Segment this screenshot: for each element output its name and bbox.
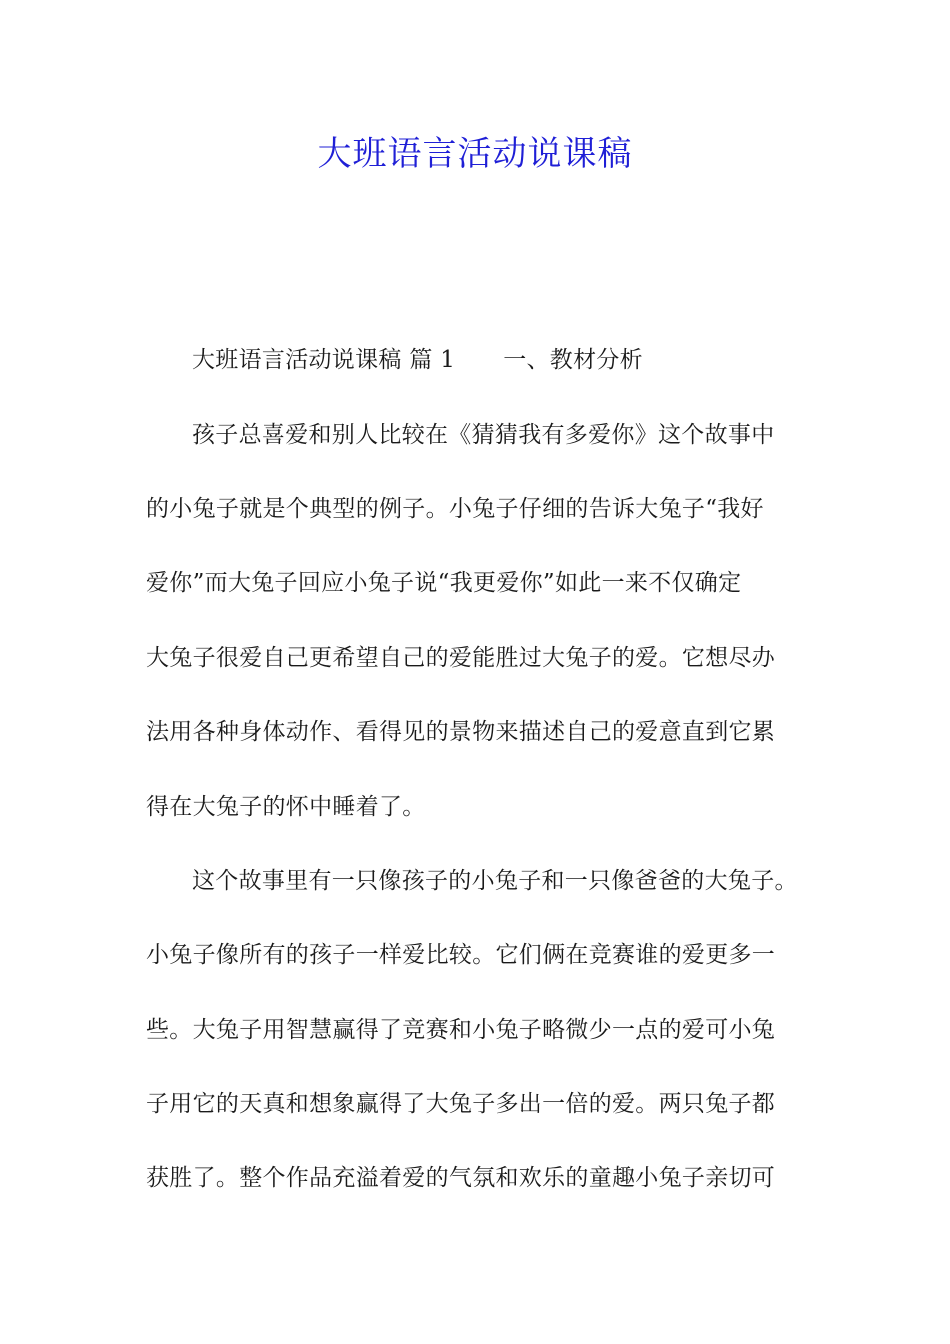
paragraph-line: 这个故事里有一只像孩子的小兔子和一只像爸爸的大兔子。 [192, 868, 798, 894]
document-title: 大班语言活动说课稿 [317, 134, 633, 174]
paragraph-line: 孩子总喜爱和别人比较在《猜猜我有多爱你》这个故事中 [192, 422, 775, 448]
paragraph-line: 子用它的天真和想象赢得了大兔子多出一倍的爱。两只兔子都 [146, 1091, 776, 1117]
section-number: 篇 1 [409, 347, 456, 373]
section-title: 大班语言活动说课稿 [192, 347, 402, 373]
paragraph-line: 些。大兔子用智慧赢得了竞赛和小兔子略微少一点的爱可小兔 [146, 1017, 776, 1043]
heading-line [192, 343, 872, 377]
paragraph-line: 法用各种身体动作、看得见的景物来描述自己的爱意直到它累 [146, 719, 776, 745]
paragraph-line: 爱你”而大兔子回应小兔子说“我更爱你”如此一来不仅确定 [146, 570, 742, 596]
paragraph-line: 大兔子很爱自己更希望自己的爱能胜过大兔子的爱。它想尽办 [146, 645, 776, 671]
paragraph-line: 的小兔子就是个典型的例子。小兔子仔细的告诉大兔子“我好 [146, 496, 764, 522]
paragraph-line: 小兔子像所有的孩子一样爱比较。它们俩在竞赛谁的爱更多一 [146, 942, 776, 968]
paragraph-line: 得在大兔子的怀中睡着了。 [146, 794, 426, 820]
paragraph-line: 获胜了。整个作品充溢着爱的气氛和欢乐的童趣小兔子亲切可 [146, 1165, 776, 1191]
subheading: 一、教材分析 [503, 347, 643, 373]
